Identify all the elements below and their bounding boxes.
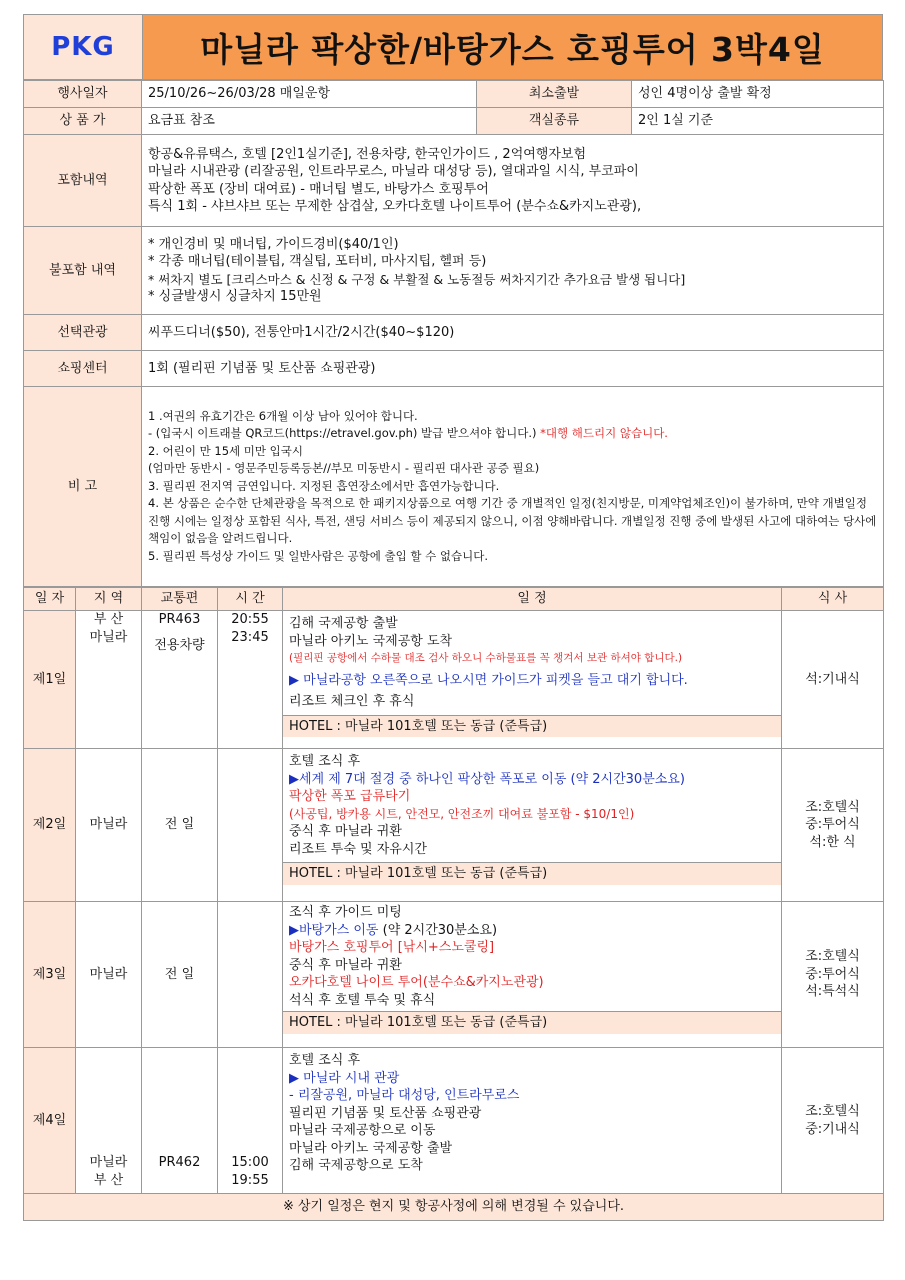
meal-dinner: 석:특석식 bbox=[805, 984, 860, 1000]
included-line: 특식 1회 - 샤브샤브 또는 무제한 삼겹살, 오카다호텔 나이트투어 (분수쇼&카지노관광), bbox=[148, 199, 642, 214]
included-line: 팍상한 폭포 (장비 대여료) - 매너팁 별도, 바탕가스 호핑투어 bbox=[148, 181, 489, 197]
plan-warning: (사공팁, 방카용 시트, 안전모, 안전조끼 대여료 불포함 - $10/1인) bbox=[289, 806, 635, 821]
time-cell bbox=[218, 749, 283, 902]
remarks-content bbox=[142, 387, 884, 587]
col-transport: 교통편 bbox=[142, 588, 218, 611]
day-row bbox=[24, 749, 884, 902]
region-cell: 마닐라 bbox=[76, 902, 142, 1048]
plan-line: 마닐라 국제공항으로 이동 bbox=[289, 1123, 436, 1138]
price-value: 요금표 참조 bbox=[142, 108, 477, 135]
plan-line: 김해 국제공항으로 도착 bbox=[289, 1158, 423, 1173]
room-type-value: 2인 1실 기준 bbox=[632, 108, 884, 135]
included-line: 항공&유류택스, 호텔 [2인1실기준], 전용차량, 한국인가이드 , 2억여행자보험 bbox=[148, 146, 587, 162]
plan-duration: (약 2시간30분소요) bbox=[378, 922, 498, 938]
region-to: 부 산 bbox=[93, 1172, 124, 1188]
remarks-label: 비 고 bbox=[24, 387, 142, 587]
shopping-label: 쇼핑센터 bbox=[24, 351, 142, 387]
arrival-time: 23:45 bbox=[231, 629, 269, 645]
region-cell bbox=[76, 611, 142, 749]
meal-lunch: 중:기내식 bbox=[805, 1121, 860, 1137]
plan-line: 호텔 조식 후 bbox=[289, 1053, 361, 1068]
excluded-line: * 각종 매너팁(테이블팁, 객실팁, 포터비, 마사지팁, 헬퍼 등) bbox=[148, 254, 487, 269]
col-day: 일 자 bbox=[24, 588, 76, 611]
transport-cell: 전 일 bbox=[142, 749, 218, 902]
departure-time: 15:00 bbox=[231, 1155, 269, 1170]
meal-cell bbox=[782, 1048, 884, 1194]
plan-line: 리조트 체크인 후 휴식 bbox=[289, 694, 415, 709]
excluded-line: * 써차지 별도 [크리스마스 & 신정 & 구정 & 부활절 & 노동절등 써차지기간 추가요금 발생 됩니다] bbox=[148, 271, 686, 287]
transport-cell: 전 일 bbox=[142, 902, 218, 1048]
remark-line bbox=[148, 425, 877, 443]
day-label: 제4일 bbox=[24, 1048, 76, 1194]
day-row bbox=[24, 902, 884, 1048]
meal-breakfast: 조:호텔식 bbox=[805, 1104, 860, 1119]
arrival-time: 19:55 bbox=[231, 1172, 269, 1188]
plan-warning: (필리핀 공항에서 수하물 대조 검사 하오니 수하물표를 꼭 챙겨서 보관 하셔야 합니다.) bbox=[289, 652, 683, 664]
region-cell: 마닐라 bbox=[76, 749, 142, 902]
included-content bbox=[142, 135, 884, 227]
excluded-label: 불포함 내역 bbox=[24, 227, 142, 315]
remark-line: 1 .여권의 유효기간은 6개월 이상 남아 있어야 합니다. bbox=[148, 408, 418, 423]
departure-time: 20:55 bbox=[231, 612, 269, 627]
date-label: 행사일자 bbox=[24, 81, 142, 108]
optional-tour-label: 선택관광 bbox=[24, 315, 142, 351]
transport-cell bbox=[142, 611, 218, 749]
plan-highlight: ▶ 마닐라 시내 관광 bbox=[289, 1070, 400, 1086]
excluded-content bbox=[142, 227, 884, 315]
plan-line: 중식 후 마닐라 귀환 bbox=[289, 957, 402, 973]
included-line: 마닐라 시내관광 (리잘공원, 인트라무로스, 마닐라 대성당 등), 열대과일 시식, 부코파이 bbox=[148, 164, 639, 179]
plan-cell bbox=[283, 611, 782, 749]
date-value: 25/10/26~26/03/28 매일운항 bbox=[142, 81, 477, 108]
plan-cell bbox=[283, 902, 782, 1048]
plan-highlight: - 리잘공원, 마닐라 대성당, 인트라무로스 bbox=[289, 1088, 520, 1103]
remark-text: - (입국시 이트래블 QR코드(https://etravel.gov.ph) 발급 받으셔야 합니다.) bbox=[148, 426, 541, 441]
brand-logo: PKG bbox=[24, 15, 143, 79]
time-cell bbox=[218, 902, 283, 1048]
remark-line: 4. 본 상품은 순수한 단체관광을 목적으로 한 패키지상품으로 여행 기간 중 개별적인 일정(친지방문, 미계약업체조인)이 불가하며, 만약 개별일정 진행 시에는 일정상 포함된 식사, 특전, 샌딩 서비스 등이 제공되지 않으니, 이점 양해바랍니다. 개별일정 진행 중에 발생된 사고에 대하여는 당사에 책임이 없음을 알려드립니다. bbox=[148, 496, 877, 546]
room-type-label: 객실종류 bbox=[477, 108, 632, 135]
title-bar bbox=[23, 14, 883, 80]
remark-line: (엄마만 동반시 - 영문주민등록등본//부모 미동반시 - 필리핀 대사관 공증 필요) bbox=[148, 461, 540, 476]
meal-cell bbox=[782, 749, 884, 902]
page-title: 마닐라 팍상한/바탕가스 호핑투어 3박4일 bbox=[143, 15, 882, 79]
day-row bbox=[24, 611, 884, 749]
day-label: 제2일 bbox=[24, 749, 76, 902]
shopping-value: 1회 (필리핀 기념품 및 토산품 쇼핑관광) bbox=[142, 351, 884, 387]
hotel-info: HOTEL : 마닐라 101호텔 또는 동급 (준특급) bbox=[283, 1011, 781, 1034]
itinerary-sheet bbox=[23, 14, 883, 1221]
meal-lunch: 중:투어식 bbox=[805, 966, 860, 982]
plan-line: 조식 후 가이드 미팅 bbox=[289, 905, 402, 920]
plan-highlight: ▶바탕가스 이동 bbox=[289, 922, 379, 938]
info-table bbox=[23, 80, 884, 587]
plan-line: 필리핀 기념품 및 토산품 쇼핑관광 bbox=[289, 1105, 482, 1121]
plan-line: 마닐라 아키노 국제공항 도착 bbox=[289, 633, 453, 649]
excluded-line: * 개인경비 및 매너팁, 가이드경비($40/1인) bbox=[148, 236, 399, 252]
flight-number: PR462 bbox=[158, 1154, 201, 1170]
plan-line: 호텔 조식 후 bbox=[289, 754, 361, 769]
day-label: 제3일 bbox=[24, 902, 76, 1048]
plan-activity: 바탕가스 호핑투어 [낚시+스노쿨링] bbox=[289, 940, 495, 955]
region-to: 마닐라 bbox=[89, 629, 128, 645]
included-label: 포함내역 bbox=[24, 135, 142, 227]
optional-tour-value: 씨푸드디너($50), 전통안마1시간/2시간($40~$120) bbox=[142, 315, 884, 351]
plan-highlight: ▶세계 제 7대 절경 중 하나인 팍상한 폭포로 이동 (약 2시간30분소요) bbox=[289, 771, 685, 787]
hotel-info: HOTEL : 마닐라 101호텔 또는 동급 (준특급) bbox=[283, 715, 781, 738]
region-cell bbox=[76, 1048, 142, 1194]
col-meal: 식 사 bbox=[782, 588, 884, 611]
time-cell bbox=[218, 1048, 283, 1194]
excluded-line: * 싱글발생시 싱글차지 15만원 bbox=[148, 289, 322, 304]
day-label: 제1일 bbox=[24, 611, 76, 749]
flight-number: PR463 bbox=[158, 612, 201, 627]
remark-line: 2. 어린이 만 15세 미만 입국시 bbox=[148, 443, 303, 458]
meal-lunch: 중:투어식 bbox=[805, 817, 860, 833]
meal-cell bbox=[782, 902, 884, 1048]
schedule-table bbox=[23, 587, 884, 1221]
meal-breakfast: 조:호텔식 bbox=[805, 799, 860, 815]
vehicle: 전용차량 bbox=[154, 637, 205, 653]
meal-dinner: 석:한 식 bbox=[809, 834, 856, 850]
plan-line: 리조트 투숙 및 자유시간 bbox=[289, 841, 427, 857]
transport-cell bbox=[142, 1048, 218, 1194]
plan-line: 마닐라 아키노 국제공항 출발 bbox=[289, 1140, 453, 1156]
remark-line: 3. 필리핀 전지역 금연입니다. 지정된 흡연장소에서만 흡연가능합니다. bbox=[148, 478, 500, 493]
plan-activity: 팍상한 폭포 급류타기 bbox=[289, 789, 411, 804]
day-row bbox=[24, 1048, 884, 1194]
min-departure-label: 최소출발 bbox=[477, 81, 632, 108]
schedule-header bbox=[24, 588, 884, 611]
region-from: 마닐라 bbox=[89, 1155, 128, 1170]
meal-cell: 석:기내식 bbox=[782, 611, 884, 749]
col-plan: 일 정 bbox=[283, 588, 782, 611]
plan-line bbox=[289, 922, 775, 940]
time-cell bbox=[218, 611, 283, 749]
col-time: 시 간 bbox=[218, 588, 283, 611]
col-region: 지 역 bbox=[76, 588, 142, 611]
plan-line: 중식 후 마닐라 귀환 bbox=[289, 824, 402, 839]
plan-line: 석식 후 호텔 투숙 및 휴식 bbox=[289, 992, 436, 1008]
plan-activity: 오카다호텔 나이트 투어(분수쇼&카지노관광) bbox=[289, 975, 544, 990]
hotel-info: HOTEL : 마닐라 101호텔 또는 동급 (준특급) bbox=[283, 862, 781, 885]
region-from: 부 산 bbox=[93, 612, 124, 627]
footer-row bbox=[24, 1194, 884, 1221]
plan-highlight: ▶ 마닐라공항 오른쪽으로 나오시면 가이드가 피켓을 들고 대기 합니다. bbox=[289, 672, 688, 688]
remark-warning: *대행 해드리지 않습니다. bbox=[540, 426, 668, 441]
plan-cell bbox=[283, 749, 782, 902]
plan-line: 김해 국제공항 출발 bbox=[289, 616, 398, 631]
plan-cell bbox=[283, 1048, 782, 1194]
remark-line: 5. 필리핀 특성상 가이드 및 일반사람은 공항에 출입 할 수 없습니다. bbox=[148, 548, 489, 563]
min-departure-value: 성인 4명이상 출발 확정 bbox=[632, 81, 884, 108]
price-label: 상 품 가 bbox=[24, 108, 142, 135]
meal-breakfast: 조:호텔식 bbox=[805, 949, 860, 965]
footer-notice: ※ 상기 일정은 현지 및 항공사정에 의해 변경될 수 있습니다. bbox=[24, 1194, 884, 1221]
